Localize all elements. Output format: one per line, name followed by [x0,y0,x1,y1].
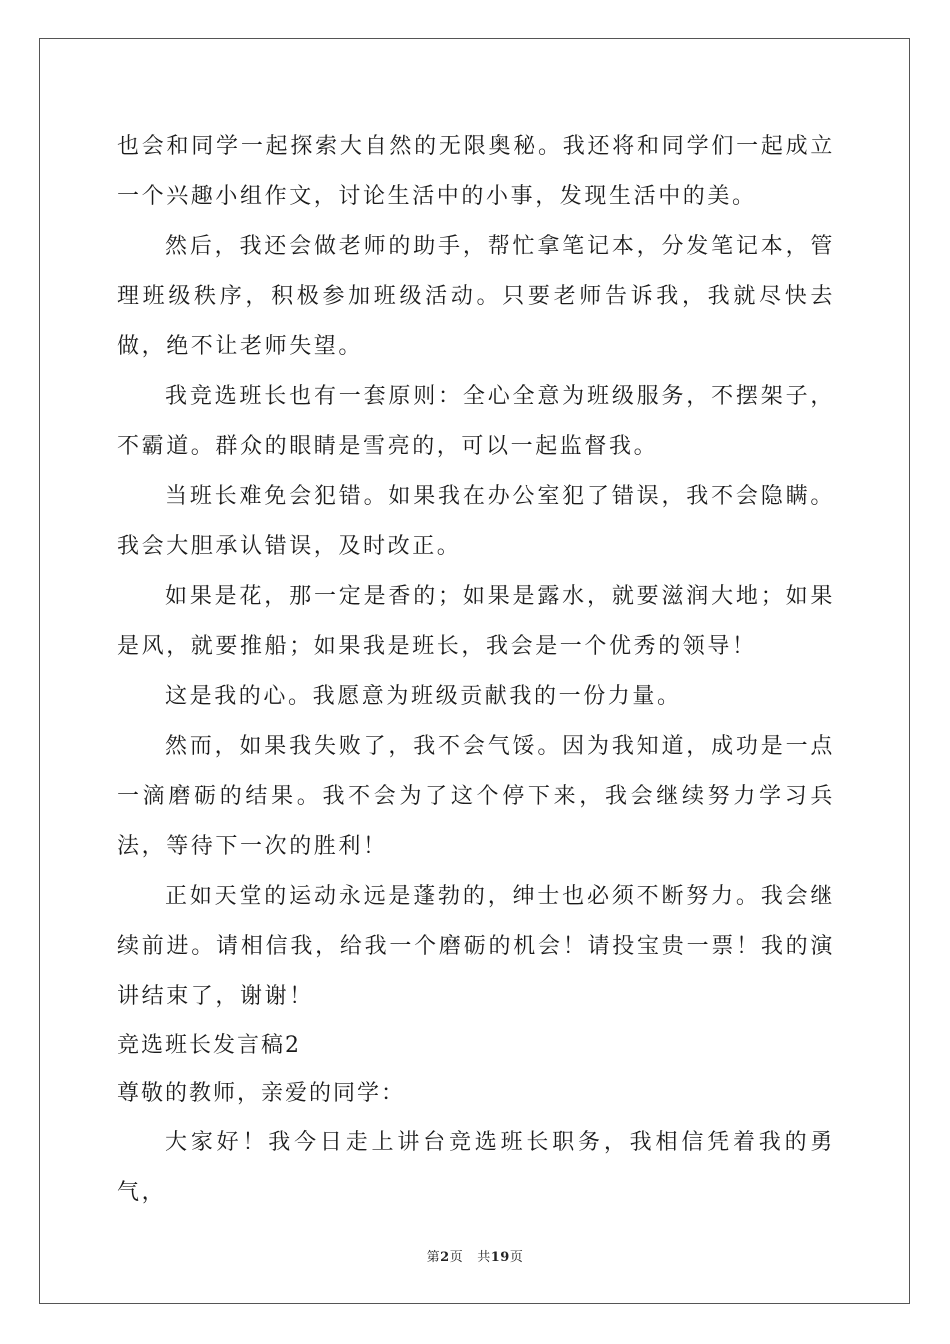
page-footer [0,1246,950,1265]
paragraph-metaphor: 如果是花，那一定是香的；如果是露水，就要滋润大地；如果是风，就要推船；如果我是班长，我会是一个优秀的领导！ [117,584,835,659]
paragraph-heart: 这是我的心。我愿意为班级贡献我的一份力量。 [165,684,682,709]
current-page-number: 2 [440,1250,450,1265]
page-label-prefix: 第 [426,1250,441,1265]
page-label-suffix: 页 [449,1250,464,1265]
salutation: 尊敬的教师，亲爱的同学： [117,1081,406,1106]
paragraph-opening: 大家好！我今日走上讲台竞选班长职务，我相信凭着我的勇气， [117,1130,835,1205]
document-body [117,122,835,1218]
paragraph-continued: 也会和同学一起探索大自然的无限奥秘。我还将和同学们一起成立一个兴趣小组作文，讨论生活中的小事，发现生活中的美。 [117,134,835,209]
total-label-suffix: 页 [509,1250,524,1265]
paragraph-mistakes: 当班长难免会犯错。如果我在办公室犯了错误，我不会隐瞒。我会大胆承认错误，及时改正。 [117,484,835,559]
total-label-prefix: 共 [477,1250,491,1265]
paragraph-closing: 正如天堂的运动永远是蓬勃的，绅士也必须不断努力。我会继续前进。请相信我，给我一个磨砺的机会！请投宝贵一票！我的演讲结束了，谢谢！ [117,884,835,1009]
total-page-count: 19 [490,1250,510,1265]
paragraph-assistant: 然后，我还会做老师的助手，帮忙拿笔记本，分发笔记本，管理班级秩序，积极参加班级活动。只要老师告诉我，我就尽快去做，绝不让老师失望。 [117,234,835,359]
paragraph-principles: 我竞选班长也有一套原则：全心全意为班级服务，不摆架子，不霸道。群众的眼睛是雪亮的，可以一起监督我。 [117,384,835,459]
section-heading: 竞选班长发言稿2 [117,1033,301,1058]
paragraph-failure: 然而，如果我失败了，我不会气馁。因为我知道，成功是一点一滴磨砺的结果。我不会为了这个停下来，我会继续努力学习兵法，等待下一次的胜利！ [117,734,835,859]
